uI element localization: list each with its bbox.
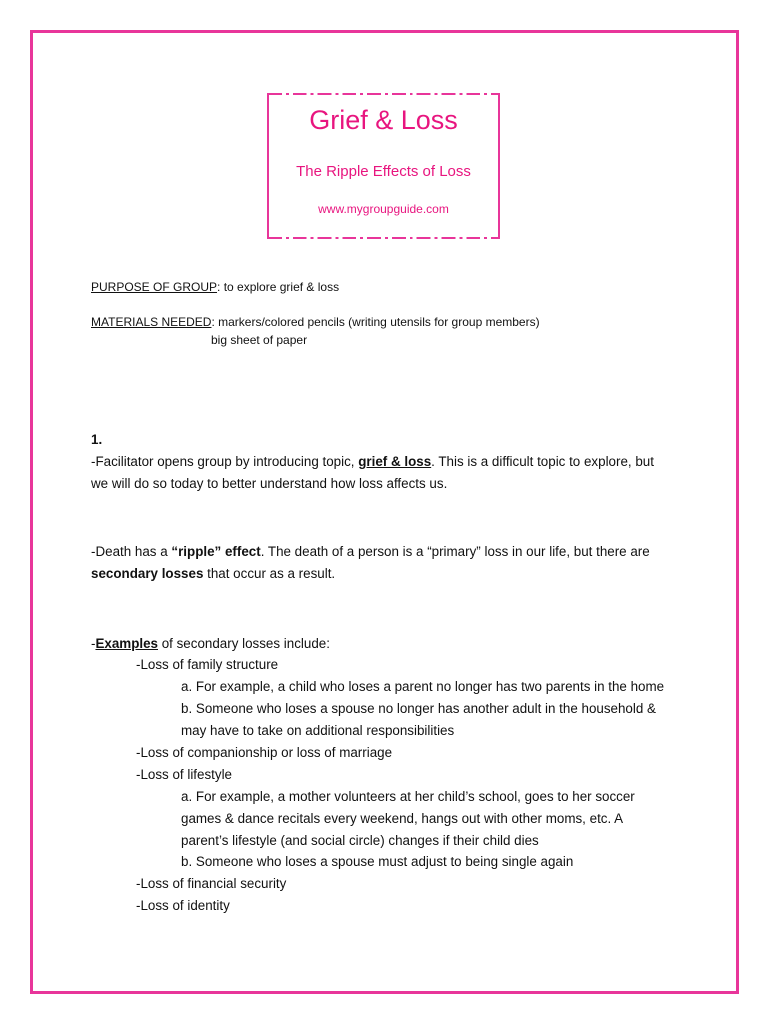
materials-text: : markers/colored pencils (writing utensils for group members) (211, 315, 540, 329)
ripple-text-c: that occur as a result. (203, 566, 336, 581)
paragraph-intro-line1 (91, 454, 654, 469)
paragraph-intro-line2: we will do so today to better understand how loss affects us. (91, 476, 448, 491)
list-item: may have to take on additional responsibilities (181, 723, 455, 738)
list-item: parent’s lifestyle (and social circle) changes if their child dies (181, 833, 539, 848)
document-subtitle: The Ripple Effects of Loss (296, 163, 471, 180)
title-box (267, 93, 500, 239)
purpose-line (91, 280, 339, 294)
list-item: -Loss of financial security (136, 876, 287, 891)
purpose-text: : to explore grief & loss (217, 280, 340, 294)
list-item: b. Someone who loses a spouse must adjust to being single again (181, 854, 574, 869)
ripple-effect: “ripple” effect (171, 544, 261, 559)
secondary-losses: secondary losses (91, 566, 204, 581)
list-item: -Loss of identity (136, 898, 230, 913)
website-url: www.mygroupguide.com (318, 202, 449, 216)
examples-heading (91, 636, 330, 651)
examples-text: of secondary losses include: (158, 636, 330, 651)
ripple-text-b: . The death of a person is a “primary” loss in our life, but there are (260, 544, 650, 559)
intro-text-b: . This is a difficult topic to explore, but (431, 454, 654, 469)
list-item: -Loss of companionship or loss of marriage (136, 745, 393, 760)
examples-label: Examples (95, 636, 158, 651)
paragraph-ripple-line1 (91, 544, 650, 559)
materials-label: MATERIALS NEEDED (91, 315, 212, 329)
list-item: b. Someone who loses a spouse no longer has another adult in the household & (181, 701, 656, 716)
list-item: a. For example, a child who loses a parent no longer has two parents in the home (181, 679, 665, 694)
materials-line-2: big sheet of paper (211, 333, 308, 347)
paragraph-ripple-line2 (91, 566, 335, 581)
purpose-label: PURPOSE OF GROUP (91, 280, 218, 294)
ripple-text-a: -Death has a (91, 544, 172, 559)
document-title: Grief & Loss (309, 105, 458, 135)
section-number: 1. (91, 432, 103, 447)
intro-text-a: -Facilitator opens group by introducing topic, (91, 454, 359, 469)
list-item: games & dance recitals every weekend, hangs out with other moms, etc. A (181, 811, 624, 826)
list-item: -Loss of family structure (136, 657, 279, 672)
list-item: -Loss of lifestyle (136, 767, 233, 782)
intro-topic: grief & loss (358, 454, 432, 469)
examples-dash: - (91, 636, 96, 651)
list-item: a. For example, a mother volunteers at her child’s school, goes to her soccer (181, 789, 635, 804)
materials-line (91, 315, 540, 329)
